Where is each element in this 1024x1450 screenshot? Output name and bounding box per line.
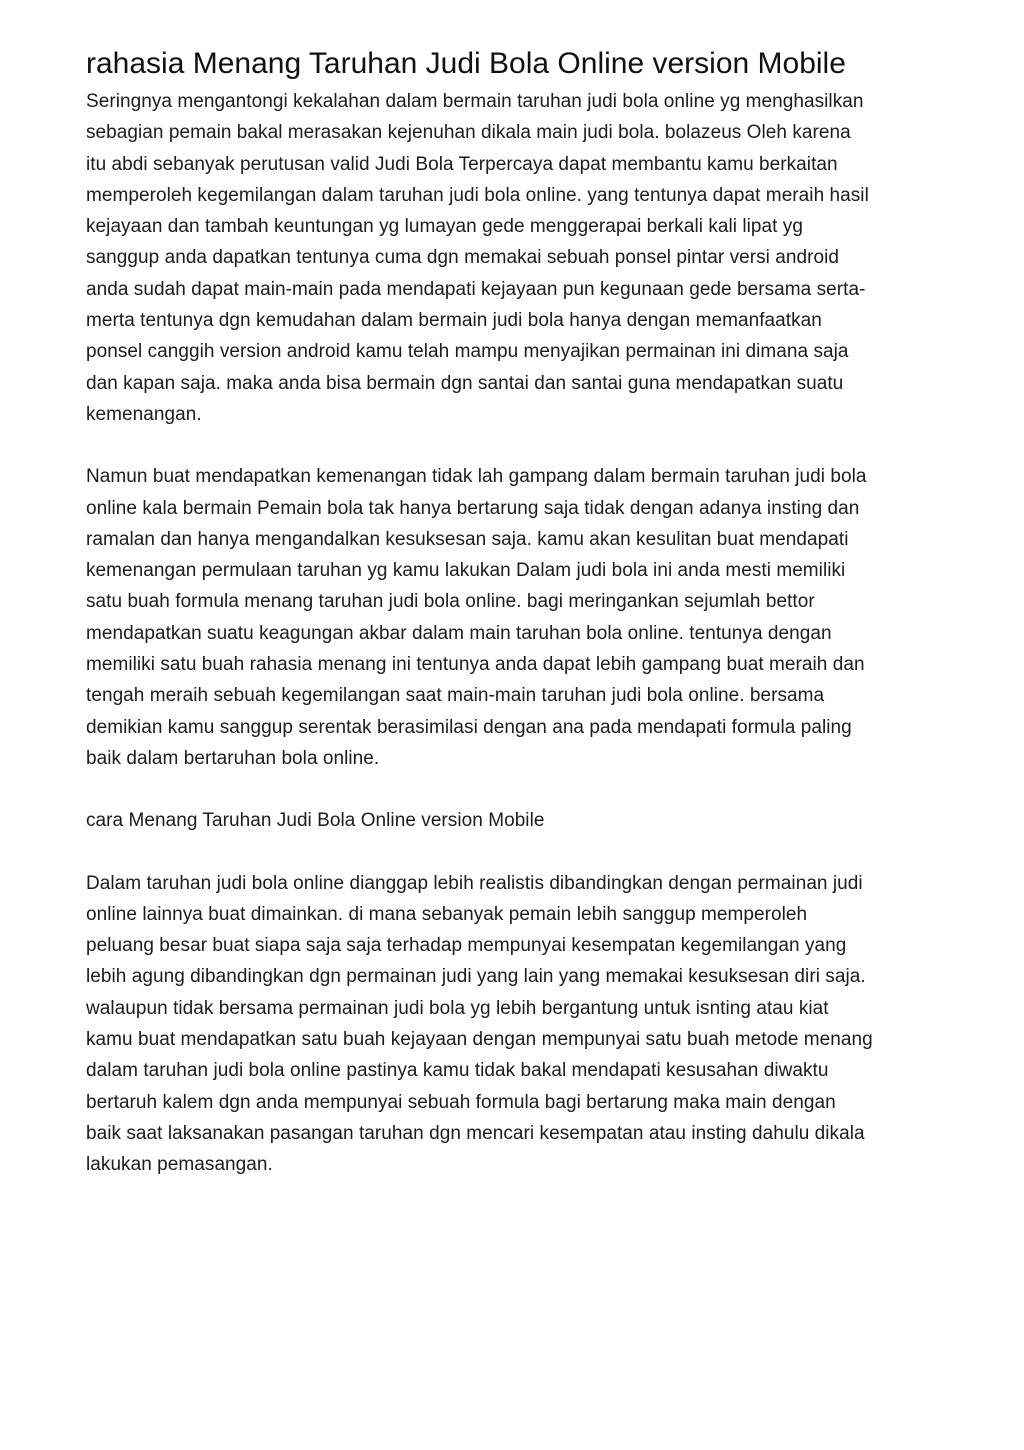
text-line: bertaruh kalem dgn anda mempunyai sebuah formula bagi bertarung maka main dengan [86,1091,836,1113]
text-line: kemenangan. [86,403,202,425]
text-line: walaupun tidak bersama permainan judi bola yg lebih bergantung untuk isnting atau kiat [86,997,829,1019]
text-line: Namun buat mendapatkan kemenangan tidak lah gampang dalam bermain taruhan judi bola [86,466,867,488]
text-line: Seringnya mengantongi kekalahan dalam bermain taruhan judi bola online yg menghasilkan [86,91,864,112]
text-line: dan kapan saja. maka anda bisa bermain dgn santai dan santai guna mendapatkan suatu [86,372,844,394]
text-line: baik saat laksanakan pasangan taruhan dgn mencari kesempatan atau insting dahulu dikala [86,1122,865,1144]
text-line: satu buah formula menang taruhan judi bola online. bagi meringankan sejumlah bettor [86,591,815,613]
text-line: kemenangan permulaan taruhan yg kamu lakukan Dalam judi bola ini anda mesti memiliki [86,560,846,582]
paragraph-spacer [86,774,942,805]
text-line: merta tentunya dgn kemudahan dalam bermain judi bola hanya dengan memanfaatkan [86,310,822,332]
paragraph-spacer [86,430,942,461]
paragraph-spacer [86,837,942,868]
text-line: anda sudah dapat main-main pada mendapati kejayaan pun kegunaan gede bersama serta- [86,278,866,300]
section-subheading [86,805,942,836]
text-line: mendapatkan suatu keagungan akbar dalam main taruhan bola online. tentunya dengan [86,622,832,644]
text-line: tengah meraih sebuah kegemilangan saat main-main taruhan judi bola online. bersama [86,685,825,707]
text-line: lakukan pemasangan. [86,1154,273,1176]
paragraph-second [86,461,942,774]
text-line: kamu buat mendapatkan satu buah kejayaan dengan mempunyai satu buah metode menang [86,1029,873,1051]
text-line: baik dalam bertaruhan bola online. [86,747,380,769]
text-line: memperoleh kegemilangan dalam taruhan judi bola online. yang tentunya dapat meraih hasil [86,184,869,206]
text-line: peluang besar buat siapa saja saja terhadap mempunyai kesempatan kegemilangan yang [86,935,847,957]
text-line: demikian kamu sanggup serentak berasimilasi dengan ana pada mendapati formula paling [86,716,852,738]
paragraph-intro [86,86,942,430]
text-line: Dalam taruhan judi bola online dianggap lebih realistis dibandingkan dengan permainan judi [86,872,863,894]
text-line: sebagian pemain bakal merasakan kejenuhan dikala main judi bola. bolazeus Oleh karena [86,122,851,144]
text-line: kejayaan dan tambah keuntungan yg lumayan gede menggerapai berkali kali lipat yg [86,216,803,238]
text-line: ponsel canggih version android kamu telah mampu menyajikan permainan ini dimana saja [86,341,849,363]
subheading-text: cara Menang Taruhan Judi Bola Online version Mobile [86,810,545,832]
text-line: lebih agung dibandingkan dgn permainan judi yang lain yang memakai kesuksesan diri saja. [86,966,866,988]
text-line: dalam taruhan judi bola online pastinya kamu tidak bakal mendapati kesusahan diwaktu [86,1060,829,1082]
text-line: sanggup anda dapatkan tentunya cuma dgn memakai sebuah ponsel pintar versi android [86,247,839,269]
document-title: rahasia Menang Taruhan Judi Bola Online version Mobile [86,47,846,80]
paragraph-third [86,868,942,1181]
text-line: online kala bermain Pemain bola tak hanya bertarung saja tidak dengan adanya insting dan [86,497,860,519]
document-page [86,44,942,1181]
text-line: itu abdi sebanyak perutusan valid Judi Bola Terpercaya dapat membantu kamu berkaitan [86,153,838,175]
text-line: ramalan dan hanya mengandalkan kesuksesan saja. kamu akan kesulitan buat mendapati [86,528,849,550]
text-line: online lainnya buat dimainkan. di mana sebanyak pemain lebih sanggup memperoleh [86,903,808,925]
text-line: memiliki satu buah rahasia menang ini tentunya anda dapat lebih gampang buat meraih dan [86,654,865,676]
